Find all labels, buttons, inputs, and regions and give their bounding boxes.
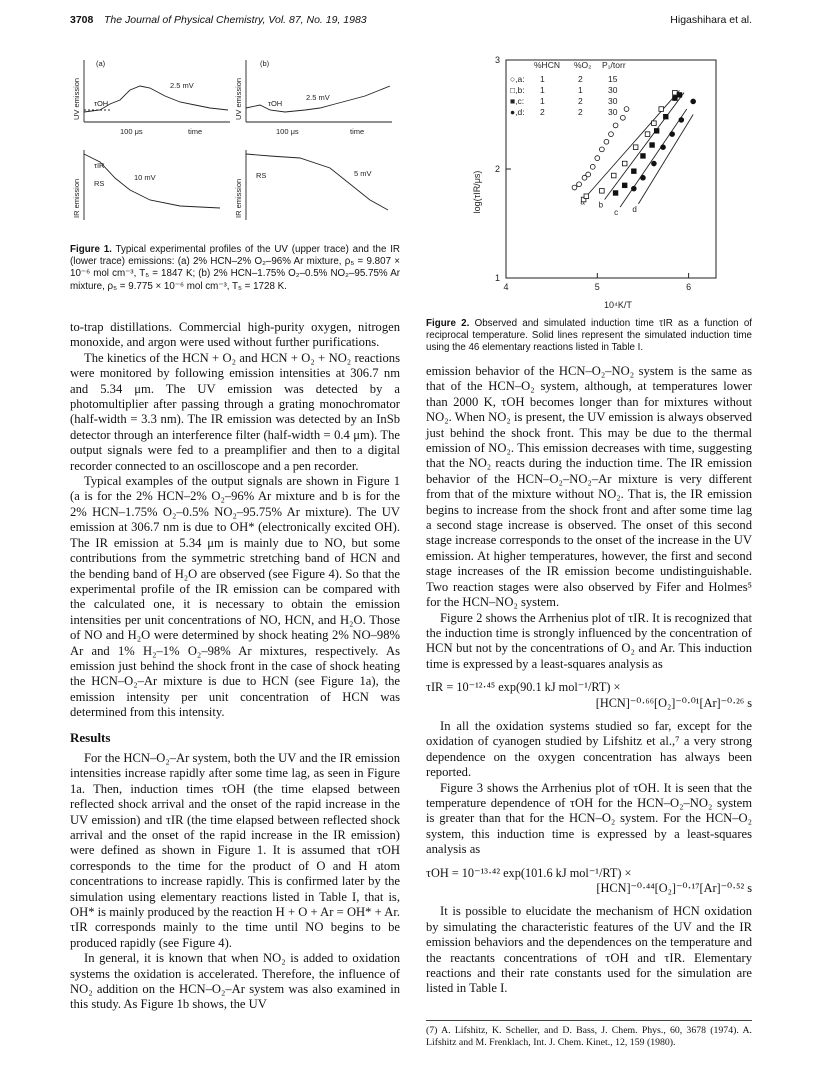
fig2-legend-hcn: 1 [540, 85, 545, 95]
fig2-legend-p: 15 [608, 74, 618, 84]
fig2-legend [510, 60, 626, 117]
left-column [70, 320, 400, 1013]
figure-2-label: Figure 2. [426, 318, 470, 329]
paragraph: Figure 2 shows the Arrhenius plot of τIR. It is recognized that the induction time is strongly influenced by the concentration of HCN but not by the concentrations of O₂ and Ar. This induction time is expressed by a least-squares analysis as [426, 610, 752, 671]
fig2-point-square-open [622, 161, 627, 166]
fig2-point-square-open [611, 173, 616, 178]
fig2-point-square-filled [654, 129, 659, 134]
section-heading-results: Results [70, 729, 111, 745]
fig2-point-circle-filled [661, 145, 666, 150]
fig2-point-square-filled [613, 191, 618, 196]
running-authors: Higashihara et al. [670, 14, 752, 26]
fig2-point-circle-open [572, 185, 577, 190]
fig2-point-circle-open [624, 107, 629, 112]
fig2-legend-hcn: 1 [540, 74, 545, 84]
fig2-point-square-filled [677, 93, 682, 98]
fig1b-ir-scale: 5 mV [354, 169, 372, 178]
fig2-legend-header-hcn: %HCN [534, 60, 560, 70]
fig2-legend-o2: 2 [578, 107, 583, 117]
fig2-ytick-label: 1 [494, 273, 500, 283]
fig2-point-square-open [633, 145, 638, 150]
fig1b-uv-axis-label: UV emission [234, 77, 243, 120]
fig2-point-square-open [645, 132, 650, 137]
fig2-point-circle-open [613, 123, 618, 128]
fig2-ylabel: log(τIR/μs) [472, 170, 482, 214]
fig2-point-circle-open [595, 156, 600, 161]
fig1b-time-label: time [350, 127, 365, 136]
fig1b-ir-trace [246, 154, 388, 210]
equation-line: τOH = 10⁻¹³·⁴² exp(101.6 kJ mol⁻¹/RT) × [426, 865, 632, 880]
fig2-legend-sym: ○,a: [510, 74, 525, 84]
equation-line: [HCN]⁻⁰·⁶⁶[O₂]⁻⁰·⁰¹[Ar]⁻⁰·²⁶ s [595, 695, 752, 710]
fig1-panel-b: (b) [260, 59, 270, 68]
fig2-point-circle-filled [641, 175, 646, 180]
fig2-point-circle-open [599, 147, 604, 152]
equation-line: [HCN]⁻⁰·⁴⁴[O₂]⁻⁰·¹⁷[Ar]⁻⁰·⁵² s [596, 881, 752, 895]
fig2-point-square-filled [650, 143, 655, 148]
fig2-point-square-filled [641, 154, 646, 159]
paragraph: It is possible to elucidate the mechanism of HCN oxidation by simulating the characteristic features of the UV and the IR emission behaviors and the dependences on the temperature and the reactants concentrations of τOH and τIR. Elementary reactions and their rate constants used for the simulation are listed in Table I. [426, 904, 752, 996]
fig1b-time-scale: 100 μs [276, 127, 299, 136]
fig2-point-circle-filled [631, 186, 636, 191]
right-column [426, 364, 752, 997]
fig2-point-circle-open [620, 115, 625, 120]
figure-1-label: Figure 1. [70, 244, 112, 255]
fig1a-tir-label: τIR [94, 161, 105, 170]
fig2-legend-p: 30 [608, 96, 618, 106]
fig2-point-circle-filled [691, 99, 696, 104]
fig2-point-square-open [673, 90, 678, 95]
paragraph: emission behavior of the HCN–O₂–NO₂ system is the same as that of the HCN–O₂ system, although, at temperatures lower than 2000 K, τOH becomes longer than for mixtures without NO₂. When NO₂ is present, the UV emission is always observed just behind the shock front. This may be due to the thermal emission of NO₂. This emission decreases with time, suggesting that the NO₂ reacts during the induction time. The IR emission behavior of the HCN–O₂–NO₂–Ar mixture is very different from that of the mixture without NO₂. That is, the IR emission begins to increase from the shock front and after some time lag a second stage increase is observed. The onset of this second stage increase corresponds to the onset of the increase in the UV emission. At higher temperatures, however, the first and second stage increases of the IR emission become undistinguishable. Two reaction stages were also observed by Fifer and Holmes⁵ for the HCN–NO₂ system. [426, 364, 752, 610]
fig1a-time-scale: 100 μs [120, 127, 143, 136]
figure-2-caption-text: Observed and simulated induction time τIR as a function of reciprocal temperature. Solid lines represent the simulated induction time using the 46 elementary reactions listed in Table I. [426, 318, 752, 354]
fig1b-uv-scale: 2.5 mV [306, 93, 330, 102]
fig2-point-circle-filled [652, 161, 657, 166]
figure-2 [466, 52, 736, 314]
fig2-point-square-open [652, 121, 657, 126]
page-header [70, 14, 752, 30]
fig2-legend-sym: ●,d: [510, 107, 525, 117]
paragraph: For the HCN–O₂–Ar system, both the UV and the IR emission intensities increase rapidly after some time lag, as seen in Figure 1a. Then, induction times τOH (the time elapsed between reflected shock arrival and the onset of the rapid increase in the UV emission) and τIR (the time elapsed between reflected shock arrival and the onset of the rapid increase in the IR emission) were defined as shown in Figure 1. It is assumed that τOH corresponds to the time for the product of O and H atom concentrations to increase rapidly. This is confirmed later by the simulation using elementary reactions listed in Table I, that is, OH* is mainly produced by the reaction H + O + Ar = OH* + Ar. τIR corresponds mainly to the time until NO begins to be produced rapidly (see Figure 4). [70, 750, 400, 950]
footnote: (7) A. Lifshitz, K. Scheller, and D. Bass, J. Chem. Phys., 60, 3678 (1974). A. Lifshitz and M. Frenklach, Int. J. Chem. Kinet., 12, 159 (1980). [426, 1020, 752, 1049]
figure-1 [70, 50, 400, 230]
fig2-point-circle-open [609, 132, 614, 137]
paragraph: Typical examples of the output signals are shown in Figure 1 (a is for the 2% HCN–2% O₂–96% Ar mixture and b is for the 2% HCN–1.75% O₂–0.5% NO₂–95.75% Ar mixture). The UV emission at 306.7 nm is due to OH* (electronically excited OH). The IR emission at 5.34 μm is mainly due to NO, but some contributions from the symmetric stretching band of HCN and the bending band of H₂O are observed (see Figure 4). So that the experimental profile of the IR emission can be compared with the calculated one, it is necessary to obtain the emission intensities per unit concentrations of NO, HCN, and H₂O. Those of NO and H₂O were determined by shock heating 2% NO–98% Ar and 1% H₂–1% O₂–98% Ar mixtures, respectively. As emission just behind the shock front in the case of shock heating the HCN–O₂–Ar mixture is due to HCN (see Figure 1a), the emission intensity per unit concentration of HCN was determined from this intensity. [70, 474, 400, 720]
fig2-point-circle-open [604, 139, 609, 144]
fig2-legend-header-p: P₁/torr [602, 60, 626, 70]
equation-tau-oh [426, 866, 752, 897]
fig2-point-square-filled [673, 96, 678, 101]
fig2-point-circle-open [590, 164, 595, 169]
fig2-sim-line-label: c [614, 208, 619, 218]
fig2-point-square-filled [622, 183, 627, 188]
fig2-legend-o2: 2 [578, 96, 583, 106]
paragraph: to-trap distillations. Commercial high-purity oxygen, nitrogen monoxide, and argon were used without further purifications. [70, 320, 400, 350]
fig2-point-square-filled [632, 169, 637, 174]
figure-2-caption [426, 318, 752, 355]
fig1a-ir-axis-label: IR emission [72, 178, 81, 218]
fig2-legend-sym: ■,c: [510, 96, 525, 106]
figure-1-caption-text: Typical experimental profiles of the UV (upper trace) and the IR (lower trace) emissions: (a) 2% HCN–2% O₂–96% Ar mixture, ρ₅ = 9.807 × 10⁻⁶ mol cm⁻³, T₅ = 1847 K; (b) 2% HCN–1.75% O₂–0.5% NO₂–95.75% Ar mixture, ρ₅ = 9.775 × 10⁻⁶ mol cm⁻³, T₅ = 1728 K. [70, 244, 400, 292]
fig2-legend-hcn: 2 [540, 107, 545, 117]
fig2-legend-header-o2: %O₂ [574, 60, 592, 70]
journal-title: The Journal of Physical Chemistry, Vol. 87, No. 19, 1983 [104, 14, 367, 26]
fig1a-toh-label: τOH [94, 99, 109, 108]
fig2-point-circle-filled [679, 118, 684, 123]
fig1a-ir-scale: 10 mV [134, 173, 156, 182]
fig1a-time-label: time [188, 127, 203, 136]
equation-line: τIR = 10⁻¹²·⁴⁵ exp(90.1 kJ mol⁻¹/RT) × [426, 680, 621, 695]
fig2-point-square-open [584, 194, 589, 199]
paragraph: In general, it is known that when NO₂ is added to oxidation systems the oxidation is accelerated. Therefore, the influence of NO₂ addition on the HCN–O₂–Ar system was also examined in this study. As Figure 1b shows, the UV [70, 951, 400, 1012]
fig2-legend-hcn: 1 [540, 96, 545, 106]
fig2-legend-p: 30 [608, 107, 618, 117]
fig1-panel-a: (a) [96, 59, 106, 68]
fig1b-rs-label: RS [256, 171, 267, 180]
paragraph: Figure 3 shows the Arrhenius plot of τOH. It is seen that the temperature dependence of τOH for the HCN–O₂–NO₂ system is greater than that for the HCN–O₂ system. For the HCN–O₂ system, this induction time is expressed by a least-squares analysis as [426, 780, 752, 857]
fig2-sim-line-label: d [632, 204, 637, 214]
fig1b-ir-axis-label: IR emission [234, 178, 243, 218]
fig2-point-circle-open [586, 172, 591, 177]
fig2-legend-o2: 2 [578, 74, 583, 84]
figure-1-caption [70, 244, 400, 293]
paragraph: The kinetics of the HCN + O₂ and HCN + O₂ + NO₂ reactions were monitored by following emission intensities at 306.7 nm and 5.34 μm. The UV emission was detected by a photomultiplier after passing through a grating monochromator (half-width = 3.3 nm). The IR emission was detected by an InSb detector through an interference filter (half-width = 0.4 μm). The output signals were fed to a preamplifier and then to a digital recorder connected to an oscilloscope and a pen recorder. [70, 350, 400, 473]
fig2-point-circle-filled [670, 132, 675, 137]
fig2-xtick-label: 5 [594, 282, 600, 292]
fig2-legend-o2: 1 [578, 85, 583, 95]
fig2-ytick-label: 2 [494, 164, 500, 174]
fig2-sim-line-a [586, 91, 679, 197]
page-number: 3708 [70, 14, 94, 26]
fig1a-rs-label: RS [94, 179, 105, 188]
fig2-xtick-label: 6 [686, 282, 692, 292]
fig2-xlabel: 10⁴K/T [604, 300, 632, 310]
fig2-xtick-label: 4 [503, 282, 509, 292]
fig2-point-square-filled [663, 114, 668, 119]
fig2-ytick-label: 3 [494, 55, 500, 65]
fig2-sim-line-label: b [598, 200, 604, 210]
fig1a-uv-axis-label: UV emission [72, 77, 81, 120]
fig2-point-square-open [659, 107, 664, 112]
fig2-legend-sym: □,b: [510, 85, 525, 95]
paragraph: In all the oxidation systems studied so far, except for the oxidation of cyanogen studied by Lifshitz et al.,⁷ a very strong dependence on the oxygen concentration has always been reported. [426, 718, 752, 780]
fig2-legend-p: 30 [608, 85, 618, 95]
equation-tau-ir [426, 680, 752, 711]
fig1a-uv-scale: 2.5 mV [170, 81, 194, 90]
fig1b-toh-label: τOH [268, 99, 283, 108]
fig2-point-circle-open [577, 182, 582, 187]
fig2-point-square-open [600, 189, 605, 194]
